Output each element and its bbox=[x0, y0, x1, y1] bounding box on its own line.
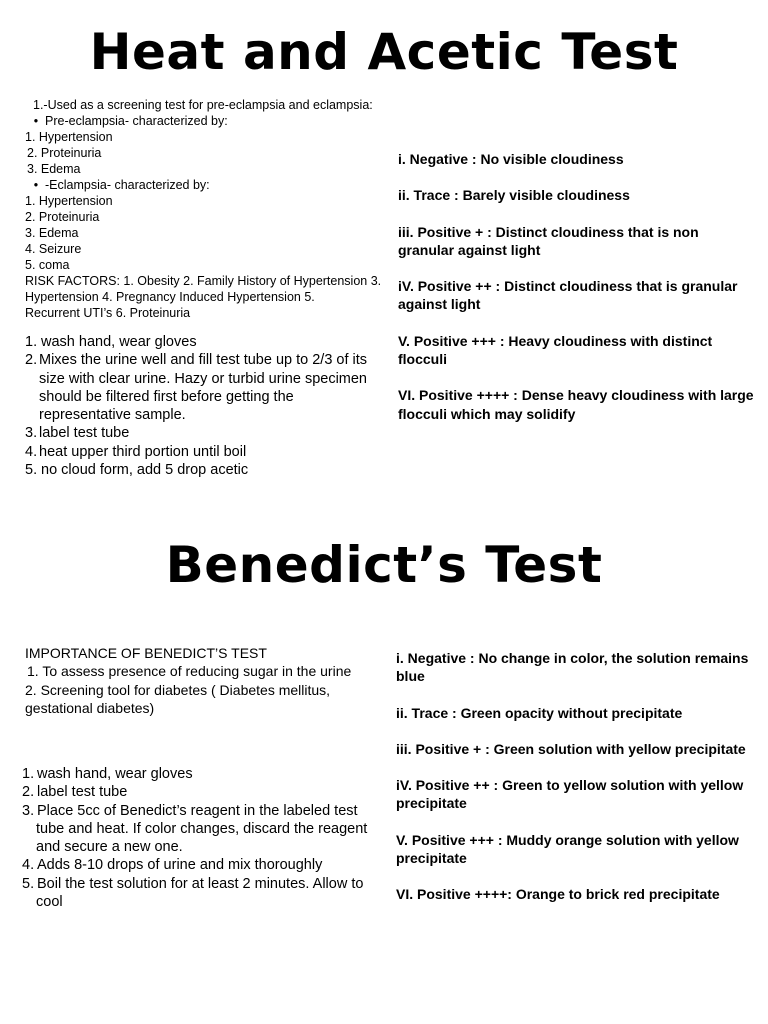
procedure-step: 2. Mixes the urine well and fill test tube up to 2/3 of its size with clear urine. Hazy or turbid urine specimen should be filtered first before getting the representative sample. bbox=[25, 352, 368, 424]
importance-item: 2. Screening tool for diabetes ( Diabetes mellitus, gestational diabetes) bbox=[25, 681, 331, 716]
intro-line: 3. Edema bbox=[27, 162, 81, 176]
intro-line: 4. Seizure bbox=[25, 242, 82, 256]
procedure-step: 1. wash hand, wear gloves bbox=[25, 334, 197, 350]
result-item: iii. Positive + : Distinct cloudiness that is non granular against light bbox=[398, 223, 699, 258]
intro-line: 3. Edema bbox=[25, 226, 79, 240]
procedure-step: 3. label test tube bbox=[25, 425, 130, 442]
intro-line: 2. Proteinuria bbox=[25, 210, 100, 224]
procedure-step: 2. label test tube bbox=[22, 784, 128, 801]
intro-line: 1. Hypertension bbox=[25, 194, 113, 208]
intro-line: Recurrent UTI’s 6. Proteinuria bbox=[25, 306, 191, 320]
procedure-step: 3. Place 5cc of Benedict’s reagent in the labeled test tube and heat. If color changes, discard the reagent and secure a new one. bbox=[22, 802, 368, 856]
intro-bullet-line: • Pre-eclampsia- characterized by: bbox=[25, 113, 395, 129]
result-item: V. Positive +++ : Heavy cloudiness with distinct flocculi bbox=[398, 332, 713, 368]
result-item: ii. Trace : Barely visible cloudiness bbox=[398, 187, 630, 204]
benedict-importance bbox=[25, 644, 375, 717]
intro-bullet-line: • -Eclampsia- characterized by: bbox=[25, 177, 395, 193]
procedure-step: 5. no cloud form, add 5 drop acetic bbox=[25, 462, 249, 479]
benedict-procedure-list bbox=[22, 765, 372, 911]
heat-results bbox=[398, 150, 758, 423]
heat-acetic-title: Heat and Acetic Test bbox=[89, 23, 679, 81]
result-item: iV. Positive ++ : Distinct cloudiness that is granular against light bbox=[398, 278, 738, 313]
bullet-icon bbox=[27, 114, 45, 128]
procedure-step: 4. heat upper third portion until boil bbox=[25, 443, 247, 460]
benedict-results bbox=[396, 649, 758, 904]
benedict-title: Benedict’s Test bbox=[165, 536, 603, 594]
importance-heading: IMPORTANCE OF BENEDICT’S TEST bbox=[25, 645, 267, 661]
result-item: VI. Positive ++++ : Dense heavy cloudiness with large flocculi which may solidify bbox=[398, 387, 754, 422]
result-item: V. Positive +++ : Muddy orange solution with yellow precipitate bbox=[396, 831, 739, 867]
procedure-step: 1. wash hand, wear gloves bbox=[22, 766, 193, 782]
result-item: i. Negative : No change in color, the solution remains blue bbox=[396, 650, 749, 685]
procedure-step: 4. Adds 8-10 drops of urine and mix thoroughly bbox=[22, 857, 323, 874]
intro-line: Hypertension 4. Pregnancy Induced Hypertension 5. bbox=[25, 290, 315, 304]
intro-line: 1. Hypertension bbox=[25, 130, 113, 144]
intro-line: 1.-Used as a screening test for pre-eclampsia and eclampsia: bbox=[33, 98, 373, 112]
heat-procedure-list bbox=[25, 333, 370, 479]
importance-item: 1. To assess presence of reducing sugar in the urine bbox=[27, 663, 352, 680]
heat-intro bbox=[25, 97, 395, 321]
procedure-step: 5. Boil the test solution for at least 2 minutes. Allow to cool bbox=[22, 875, 364, 911]
bullet-icon bbox=[27, 178, 45, 192]
intro-line: 2. Proteinuria bbox=[27, 146, 102, 160]
intro-line: 5. coma bbox=[25, 258, 70, 272]
result-item: iii. Positive + : Green solution with yellow precipitate bbox=[396, 740, 746, 757]
result-item: VI. Positive ++++: Orange to brick red precipitate bbox=[396, 886, 720, 903]
result-item: iV. Positive ++ : Green to yellow solution with yellow precipitate bbox=[396, 777, 744, 812]
result-item: ii. Trace : Green opacity without precipitate bbox=[396, 704, 683, 721]
intro-line: RISK FACTORS: 1. Obesity 2. Family History of Hypertension 3. bbox=[25, 274, 382, 288]
result-item: i. Negative : No visible cloudiness bbox=[398, 151, 624, 167]
